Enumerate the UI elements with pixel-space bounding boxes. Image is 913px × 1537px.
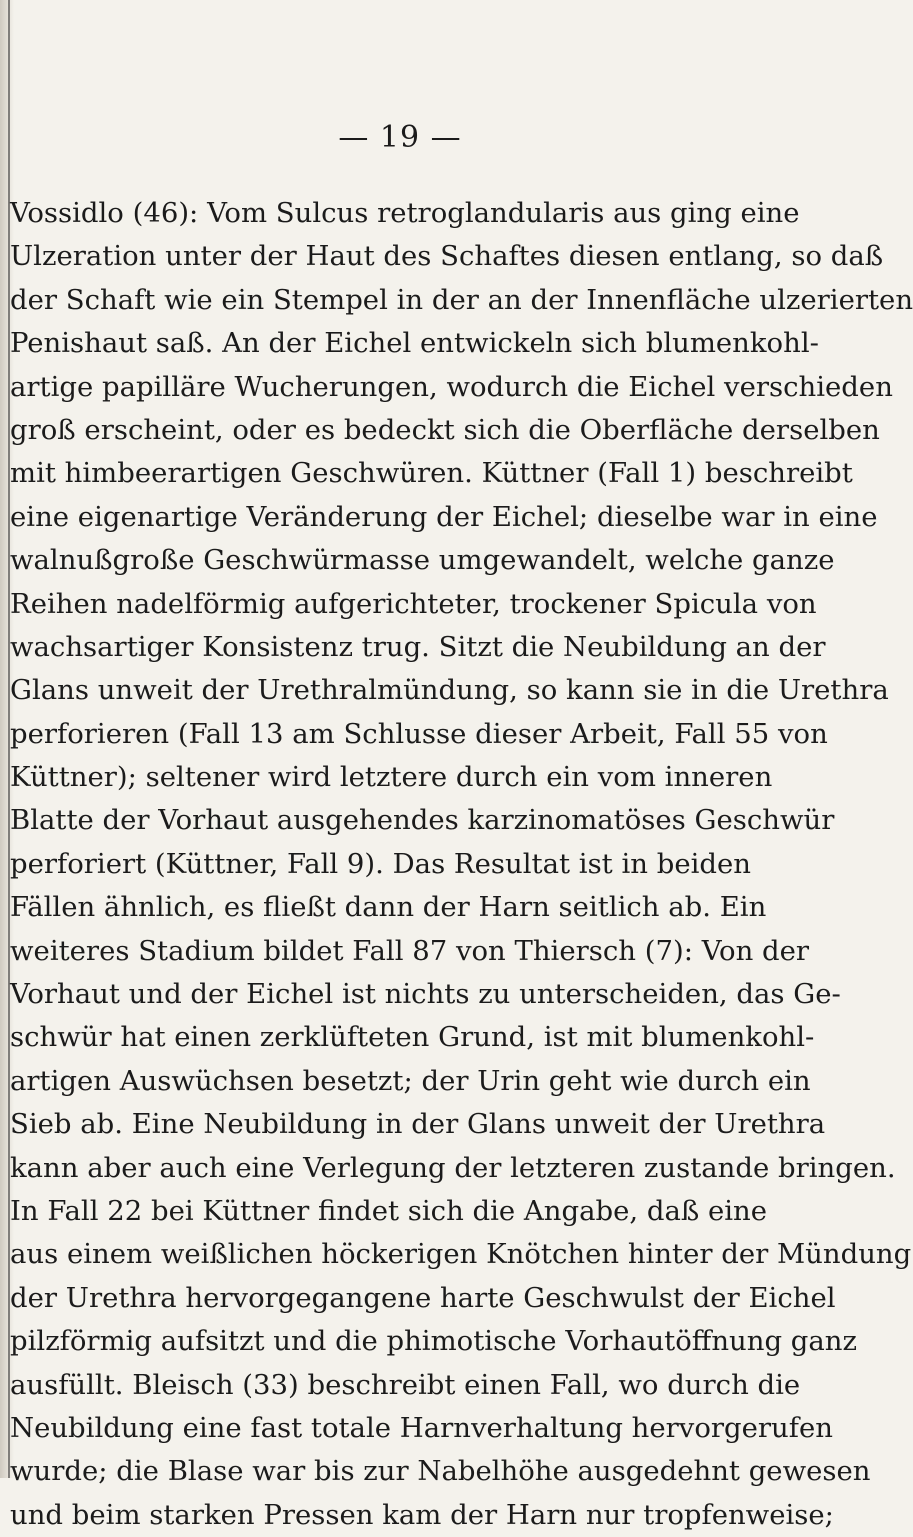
text-line: pilzförmig aufsitzt und die phimotische Vorhautöffnung ganz (10, 1325, 857, 1358)
text-line: In Fall 22 bei Küttner findet sich die Angabe, daß eine (10, 1194, 768, 1227)
text-line: Sieb ab. Eine Neubildung in der Glans unweit der Urethra (10, 1108, 826, 1141)
text-line: Blatte der Vorhaut ausgehendes karzinomatöses Geschwür (10, 804, 835, 837)
text-line: groß erscheint, oder es bedeckt sich die Oberfläche derselben (10, 413, 880, 446)
body-text (10, 192, 913, 1537)
text-line: eine eigenartige Veränderung der Eichel; dieselbe war in eine (10, 500, 878, 533)
text-line: schwür hat einen zerklüfteten Grund, ist mit blumenkohl- (10, 1021, 815, 1054)
text-line: wurde; die Blase war bis zur Nabelhöhe ausgedehnt gewesen (10, 1455, 871, 1488)
text-line: der Schaft wie ein Stempel in der an der Innenfläche ulzerierten (10, 283, 913, 316)
text-line: und beim starken Pressen kam der Harn nur tropfenweise; (10, 1498, 834, 1531)
text-line: Vossidlo (46): Vom Sulcus retroglandularis aus ging eine (10, 197, 800, 229)
page-number: — 19 — (338, 120, 462, 155)
text-line: ausfüllt. Bleisch (33) beschreibt einen Fall, wo durch die (10, 1368, 801, 1401)
text-line: perforieren (Fall 13 am Schlusse dieser Arbeit, Fall 55 von (10, 717, 828, 750)
text-line: der Urethra hervorgegangene harte Geschwulst der Eichel (10, 1281, 836, 1314)
text-line: aus einem weißlichen höckerigen Knötchen hinter der Mündung (10, 1238, 912, 1271)
text-line: Ulzeration unter der Haut des Schaftes diesen entlang, so daß (10, 240, 884, 273)
text-line: Glans unweit der Urethralmündung, so kann sie in die Urethra (10, 674, 889, 707)
text-line: perforiert (Küttner, Fall 9). Das Resultat ist in beiden (10, 847, 751, 880)
text-line: wachsartiger Konsistenz trug. Sitzt die Neubildung an der (10, 630, 826, 663)
text-line: weiteres Stadium bildet Fall 87 von Thiersch (7): Von der (10, 934, 810, 967)
text-line: walnußgroße Geschwürmasse umgewandelt, welche ganze (10, 544, 835, 577)
text-line: artigen Auswüchsen besetzt; der Urin geht wie durch ein (10, 1064, 811, 1097)
text-line: Fällen ähnlich, es fließt dann der Harn seitlich ab. Ein (10, 891, 767, 924)
text-line: Reihen nadelförmig aufgerichteter, trockener Spicula von (10, 587, 817, 620)
text-line: Küttner); seltener wird letztere durch ein vom inneren (10, 761, 773, 794)
text-line: Penishaut saß. An der Eichel entwickeln sich blumenkohl- (10, 327, 819, 360)
text-line: mit himbeerartigen Geschwüren. Küttner (Fall 1) beschreibt (10, 457, 853, 490)
text-line: kann aber auch eine Verlegung der letzteren zustande bringen. (10, 1151, 896, 1184)
text-line: Neubildung eine fast totale Harnverhaltung hervorgerufen (10, 1411, 833, 1444)
text-line: artige papilläre Wucherungen, wodurch die Eichel verschieden (10, 370, 893, 403)
text-line: Vorhaut und der Eichel ist nichts zu unterscheiden, das Ge- (10, 978, 841, 1011)
